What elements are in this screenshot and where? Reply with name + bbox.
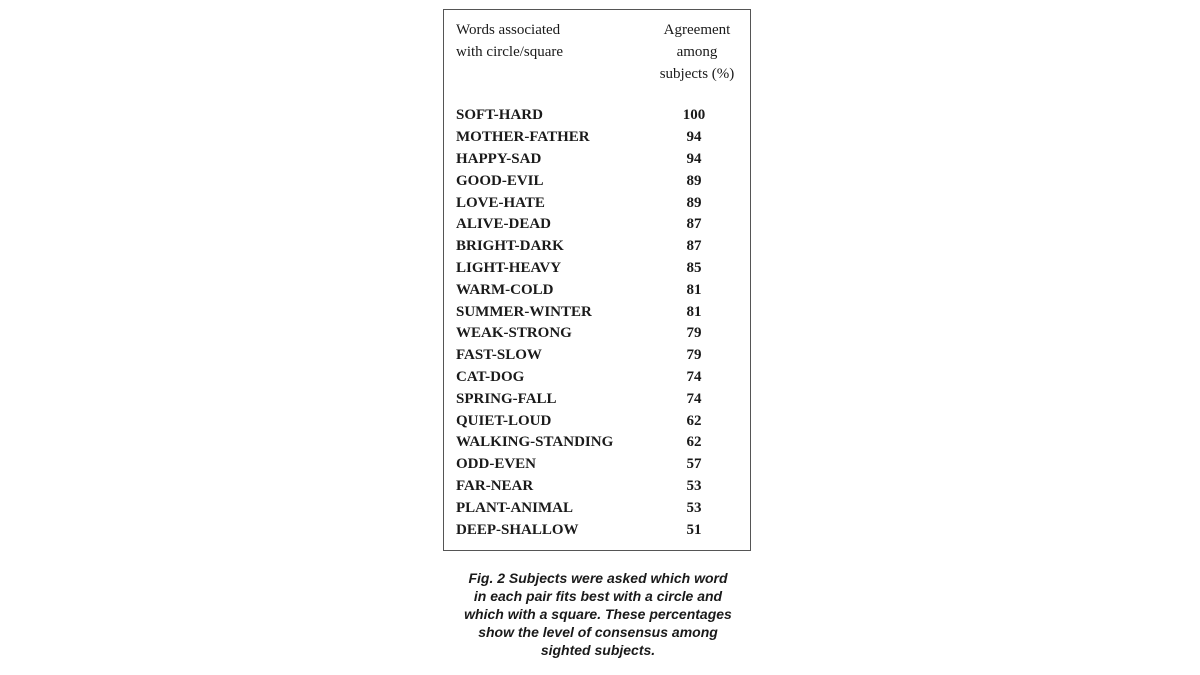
table-row	[456, 410, 746, 432]
word-pair: DEEP-SHALLOW	[456, 521, 579, 538]
caption-line-1: Fig. 2 Subjects were asked which word	[468, 570, 728, 586]
agreement-value: 53	[686, 477, 702, 494]
agreement-value: 79	[686, 325, 702, 342]
word-pair: SUMMER-WINTER	[456, 303, 592, 320]
agreement-value: 87	[686, 238, 702, 255]
agreement-value: 94	[686, 150, 702, 167]
table-row	[456, 345, 746, 367]
header-words-associated	[456, 19, 606, 63]
caption-line-4: show the level of consensus among	[478, 624, 718, 640]
caption-line-2: in each pair fits best with a circle and	[473, 588, 723, 604]
word-pair: SPRING-FALL	[456, 390, 557, 407]
word-pair: FAR-NEAR	[456, 477, 534, 494]
word-pair: SOFT-HARD	[456, 107, 543, 124]
table-row	[456, 236, 746, 258]
word-pair: HAPPY-SAD	[456, 150, 542, 167]
header-right-line-2: among	[676, 44, 718, 60]
word-pair: WARM-COLD	[456, 281, 554, 298]
table-row	[456, 301, 746, 323]
agreement-value: 94	[686, 129, 702, 146]
word-pair: CAT-DOG	[456, 368, 525, 385]
header-right-line-3: subjects (%)	[659, 66, 735, 82]
table-row	[456, 214, 746, 236]
table-row	[456, 476, 746, 498]
word-pair: QUIET-LOUD	[456, 412, 552, 429]
table-row	[456, 323, 746, 345]
agreement-value: 74	[686, 368, 702, 385]
header-right-line-1: Agreement	[663, 22, 731, 38]
agreement-value: 100	[682, 107, 706, 124]
word-pair: LOVE-HATE	[456, 194, 545, 211]
table-row	[456, 388, 746, 410]
header-left-line-1: Words associated	[456, 22, 561, 38]
table-row	[456, 432, 746, 454]
table-row	[456, 192, 746, 214]
word-pair: ODD-EVEN	[456, 456, 537, 473]
word-pair: FAST-SLOW	[456, 347, 542, 364]
table-row	[456, 170, 746, 192]
table-row	[456, 279, 746, 301]
table-row	[456, 258, 746, 280]
agreement-value: 57	[686, 456, 702, 473]
agreement-value: 81	[686, 303, 702, 320]
table-row	[456, 127, 746, 149]
table-row	[456, 105, 746, 127]
table-body	[456, 105, 746, 541]
table-row	[456, 367, 746, 389]
header-agreement	[644, 19, 750, 85]
word-agreement-table	[443, 9, 751, 551]
word-pair: GOOD-EVIL	[456, 172, 544, 189]
table-row	[456, 497, 746, 519]
table-row	[456, 454, 746, 476]
caption-line-5: sighted subjects.	[540, 642, 656, 658]
agreement-value: 81	[686, 281, 702, 298]
agreement-value: 87	[686, 216, 702, 233]
word-pair: PLANT-ANIMAL	[456, 499, 573, 516]
agreement-value: 51	[686, 521, 702, 538]
word-pair: WEAK-STRONG	[456, 325, 572, 342]
agreement-value: 89	[686, 194, 702, 211]
word-pair: LIGHT-HEAVY	[456, 259, 562, 276]
table-row	[456, 519, 746, 541]
agreement-value: 79	[686, 347, 702, 364]
word-pair: MOTHER-FATHER	[456, 129, 590, 146]
agreement-value: 62	[686, 434, 702, 451]
table-row	[456, 149, 746, 171]
caption-line-3: which with a square. These percentages	[464, 606, 732, 622]
word-pair: WALKING-STANDING	[456, 434, 614, 451]
agreement-value: 85	[686, 259, 702, 276]
word-pair: BRIGHT-DARK	[456, 238, 564, 255]
agreement-value: 74	[686, 390, 702, 407]
agreement-value: 89	[686, 172, 702, 189]
agreement-value: 62	[686, 412, 702, 429]
figure-caption	[441, 569, 755, 659]
header-left-line-2: with circle/square	[456, 44, 564, 60]
agreement-value: 53	[686, 499, 702, 516]
word-pair: ALIVE-DEAD	[456, 216, 552, 233]
